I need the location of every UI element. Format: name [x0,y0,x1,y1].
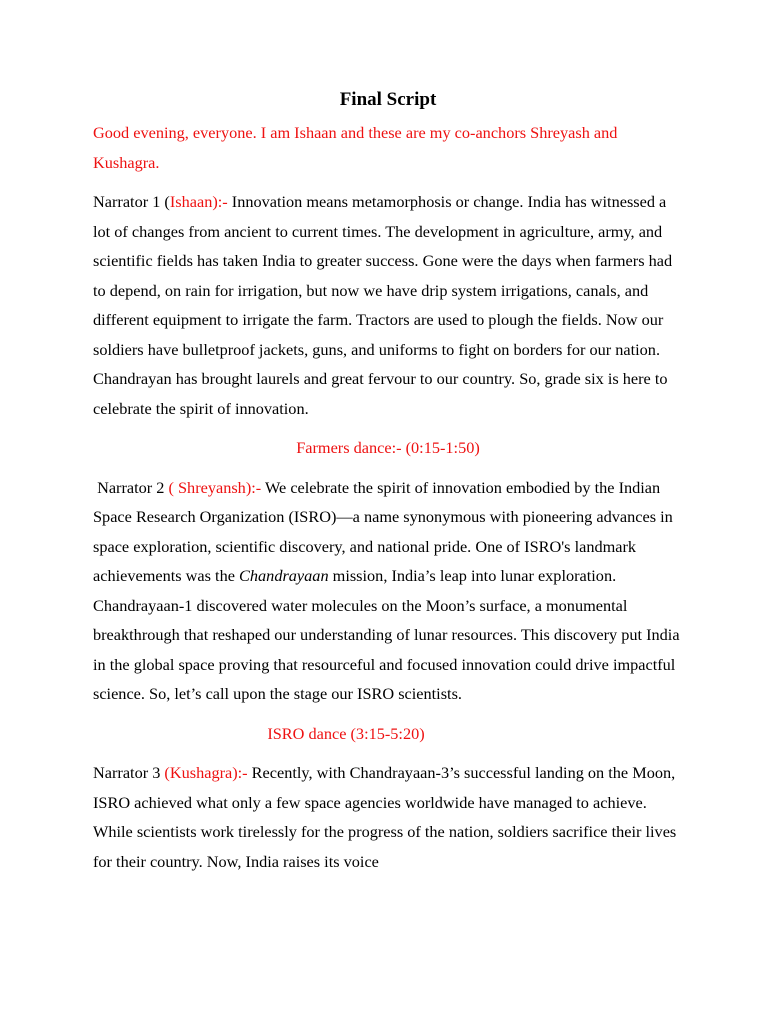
narrator-3-label: Narrator 3 [93,763,165,782]
narrator-2-text-after: mission, India’s leap into lunar exploration. Chandrayaan-1 discovered water molecules on the Moon’s surface, a monumental breakthrough that reshaped our understanding of lunar resources. This discovery put India in the global space proving that resourceful and focused innovation could drive impactful science. So, let’s call upon the stage our ISRO scientists. [93,566,680,703]
narrator-2-text-before: We celebrate the spirit of innovation embodied by the Indian Space Research Organization (ISRO)—a name synonymous with pioneering advances in space exploration, scientific discovery, and national pride. One of ISRO's landmark achievements was the [93,477,673,585]
chandrayaan-italic: Chandrayaan [239,566,329,585]
intro-paragraph: Good evening, everyone. I am Ishaan and these are my co-anchors Shreyash and Kushagra. [93,123,618,172]
narrator-1-label: Narrator 1 ( [93,192,170,211]
isro-dance-cue: ISRO dance (3:15-5:20) [267,723,425,743]
document-title: Final Script [339,89,437,110]
narrator-1-paragraph [93,187,683,423]
narrator-2-paragraph [93,473,683,709]
narrator-2-speaker: ( Shreyansh):- [168,477,262,497]
farmers-dance-cue: Farmers dance:- (0:15-1:50) [296,438,480,457]
document-page [93,86,683,886]
narrator-3-speaker: (Kushagra):- [164,763,248,782]
narrator-1-speaker: Ishaan):- [169,192,228,211]
narrator-2-label: Narrator 2 [93,477,169,497]
narrator-3-text: Recently, with Chandrayaan-3’s successful landing on the Moon, ISRO achieved what only a few space agencies worldwide have managed to achieve. While scientists work tirelessly for the progress of the nation, soldiers sacrifice their lives for their country. Now, India raises its voice [93,763,677,871]
narrator-1-text: Innovation means metamorphosis or change. India has witnessed a lot of changes from ancient to current times. The development in agriculture, army, and scientific fields has taken India to greater success. Gone were the days when farmers had to depend, on rain for irrigation, but now we have drip system irrigations, canals, and different equipment to irrigate the farm. Tractors are used to plough the fields. Now our soldiers have bulletproof jackets, guns, and uniforms to fight on borders for our nation. Chandrayan has brought laurels and great fervour to our country. So, grade six is here to celebrate the spirit of innovation. [93,192,673,418]
narrator-3-paragraph [93,758,683,876]
